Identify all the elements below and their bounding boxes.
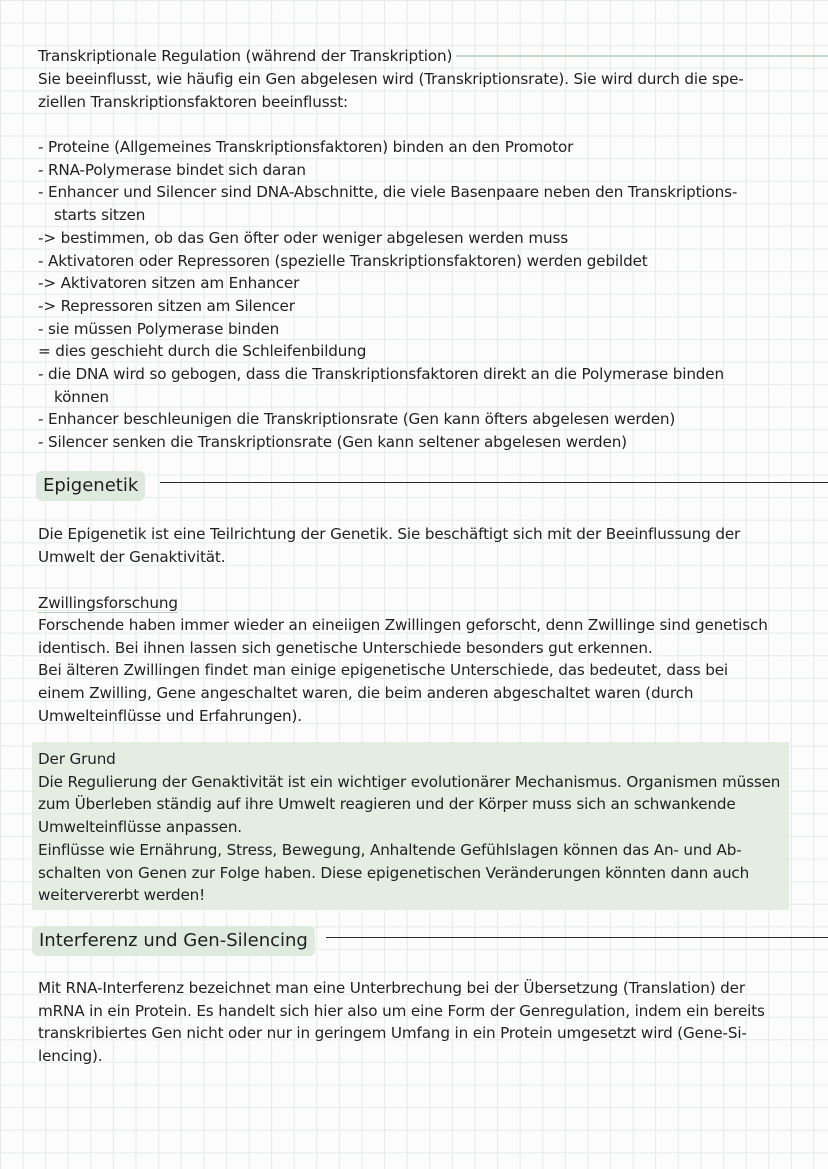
list-item: - die DNA wird so gebogen, dass die Transkriptionsfaktoren direkt an die Polymerase binden bbox=[38, 365, 724, 384]
list-item: - Silencer senken die Transkriptionsrate (Gen kann seltener abgelesen werden) bbox=[38, 433, 627, 452]
section3-body bbox=[38, 977, 778, 1068]
paragraph-line: Die Epigenetik ist eine Teilrichtung der Genetik. Sie beschäftigt sich mit der Beeinflussung der bbox=[38, 525, 741, 543]
list-item: - Proteine (Allgemeines Transkriptionsfaktoren) binden an den Promotor bbox=[38, 138, 574, 156]
list-item: - RNA-Polymerase bindet sich daran bbox=[38, 160, 306, 179]
title-underline bbox=[456, 55, 828, 57]
section-title-text: Transkriptionale Regulation (während der Transkription) bbox=[38, 47, 453, 65]
paragraph-line: identisch. Bei ihnen lassen sich genetische Unterschiede besonders gut erkennen. bbox=[38, 638, 653, 657]
paragraph-line: Forschende haben immer wieder an eineiigen Zwillingen geforscht, denn Zwillinge sind genetisch bbox=[38, 616, 768, 634]
section2-reason bbox=[38, 748, 798, 907]
paragraph-line: lencing). bbox=[38, 1047, 103, 1066]
intro-line: Sie beeinflusst, wie häufig ein Gen abgelesen wird (Transkriptionsrate). Sie wird durch die spe- bbox=[38, 70, 744, 88]
paragraph-line: Umwelteinflüsse und Erfahrungen). bbox=[38, 706, 302, 725]
section1-intro bbox=[38, 68, 778, 113]
list-item: können bbox=[54, 387, 109, 406]
paragraph-line: mRNA in ein Protein. Es handelt sich hier also um eine Form der Genregulation, indem ein bereits bbox=[38, 1001, 765, 1020]
list-item: starts sitzen bbox=[54, 206, 146, 225]
heading-rule bbox=[160, 482, 828, 483]
paragraph-line: einem Zwilling, Gene angeschaltet waren, die beim anderen abgeschaltet waren (durch bbox=[38, 684, 694, 703]
section2-twins bbox=[38, 614, 778, 728]
list-item: -> bestimmen, ob das Gen öfter oder weniger abgelesen werden muss bbox=[38, 228, 568, 247]
list-item: - Enhancer und Silencer sind DNA-Abschnitte, die viele Basenpaare neben den Transkriptions- bbox=[38, 183, 738, 202]
heading-epigenetik: Epigenetik bbox=[36, 471, 145, 501]
paragraph-line: zum Überleben ständig auf ihre Umwelt reagieren und der Körper muss sich an schwankende bbox=[38, 795, 736, 814]
list-item: -> Repressoren sitzen am Silencer bbox=[38, 296, 295, 315]
section-title-transkriptionale-regulation bbox=[38, 45, 452, 68]
list-item: - Aktivatoren oder Repressoren (spezielle Transkriptionsfaktoren) werden gebildet bbox=[38, 251, 648, 270]
paragraph-line: Die Regulierung der Genaktivität ist ein wichtiger evolutionärer Mechanismus. Organismen müssen bbox=[38, 772, 781, 791]
paragraph-line: transkribiertes Gen nicht oder nur in geringem Umfang in ein Protein umgesetzt wird (Gene-Si- bbox=[38, 1024, 747, 1043]
paragraph-line: Bei älteren Zwillingen findet man einige epigenetische Unterschiede, das bedeutet, dass bei bbox=[38, 661, 728, 680]
heading-rule bbox=[326, 937, 828, 938]
paragraph-line: schalten von Genen zur Folge haben. Diese epigenetischen Veränderungen könnten dann auch bbox=[38, 863, 750, 882]
paragraph-line: weitervererbt werden! bbox=[38, 886, 206, 905]
subheading-zwillingsforschung bbox=[38, 592, 178, 615]
heading-interferenz: Interferenz und Gen-Silencing bbox=[32, 926, 315, 956]
list-item: - Enhancer beschleunigen die Transkriptionsrate (Gen kann öfters abgelesen werden) bbox=[38, 410, 676, 429]
section1-list bbox=[38, 136, 778, 454]
list-item: - sie müssen Polymerase binden bbox=[38, 319, 280, 338]
paragraph-line: Einflüsse wie Ernährung, Stress, Bewegung, Anhaltende Gefühlslagen können das An- und Ab- bbox=[38, 840, 742, 859]
intro-line: ziellen Transkriptionsfaktoren beeinflusst: bbox=[38, 92, 349, 111]
section2-intro bbox=[38, 523, 778, 568]
paragraph-line: Mit RNA-Interferenz bezeichnet man eine Unterbrechung bei der Übersetzung (Translation) der bbox=[38, 979, 745, 997]
reason-title: Der Grund bbox=[38, 750, 116, 768]
subheading-text: Zwillingsforschung bbox=[38, 594, 178, 612]
paragraph-line: Umwelteinflüsse anpassen. bbox=[38, 818, 242, 837]
list-item: = dies geschieht durch die Schleifenbildung bbox=[38, 342, 367, 361]
list-item: -> Aktivatoren sitzen am Enhancer bbox=[38, 274, 300, 293]
paragraph-line: Umwelt der Genaktivität. bbox=[38, 547, 226, 566]
